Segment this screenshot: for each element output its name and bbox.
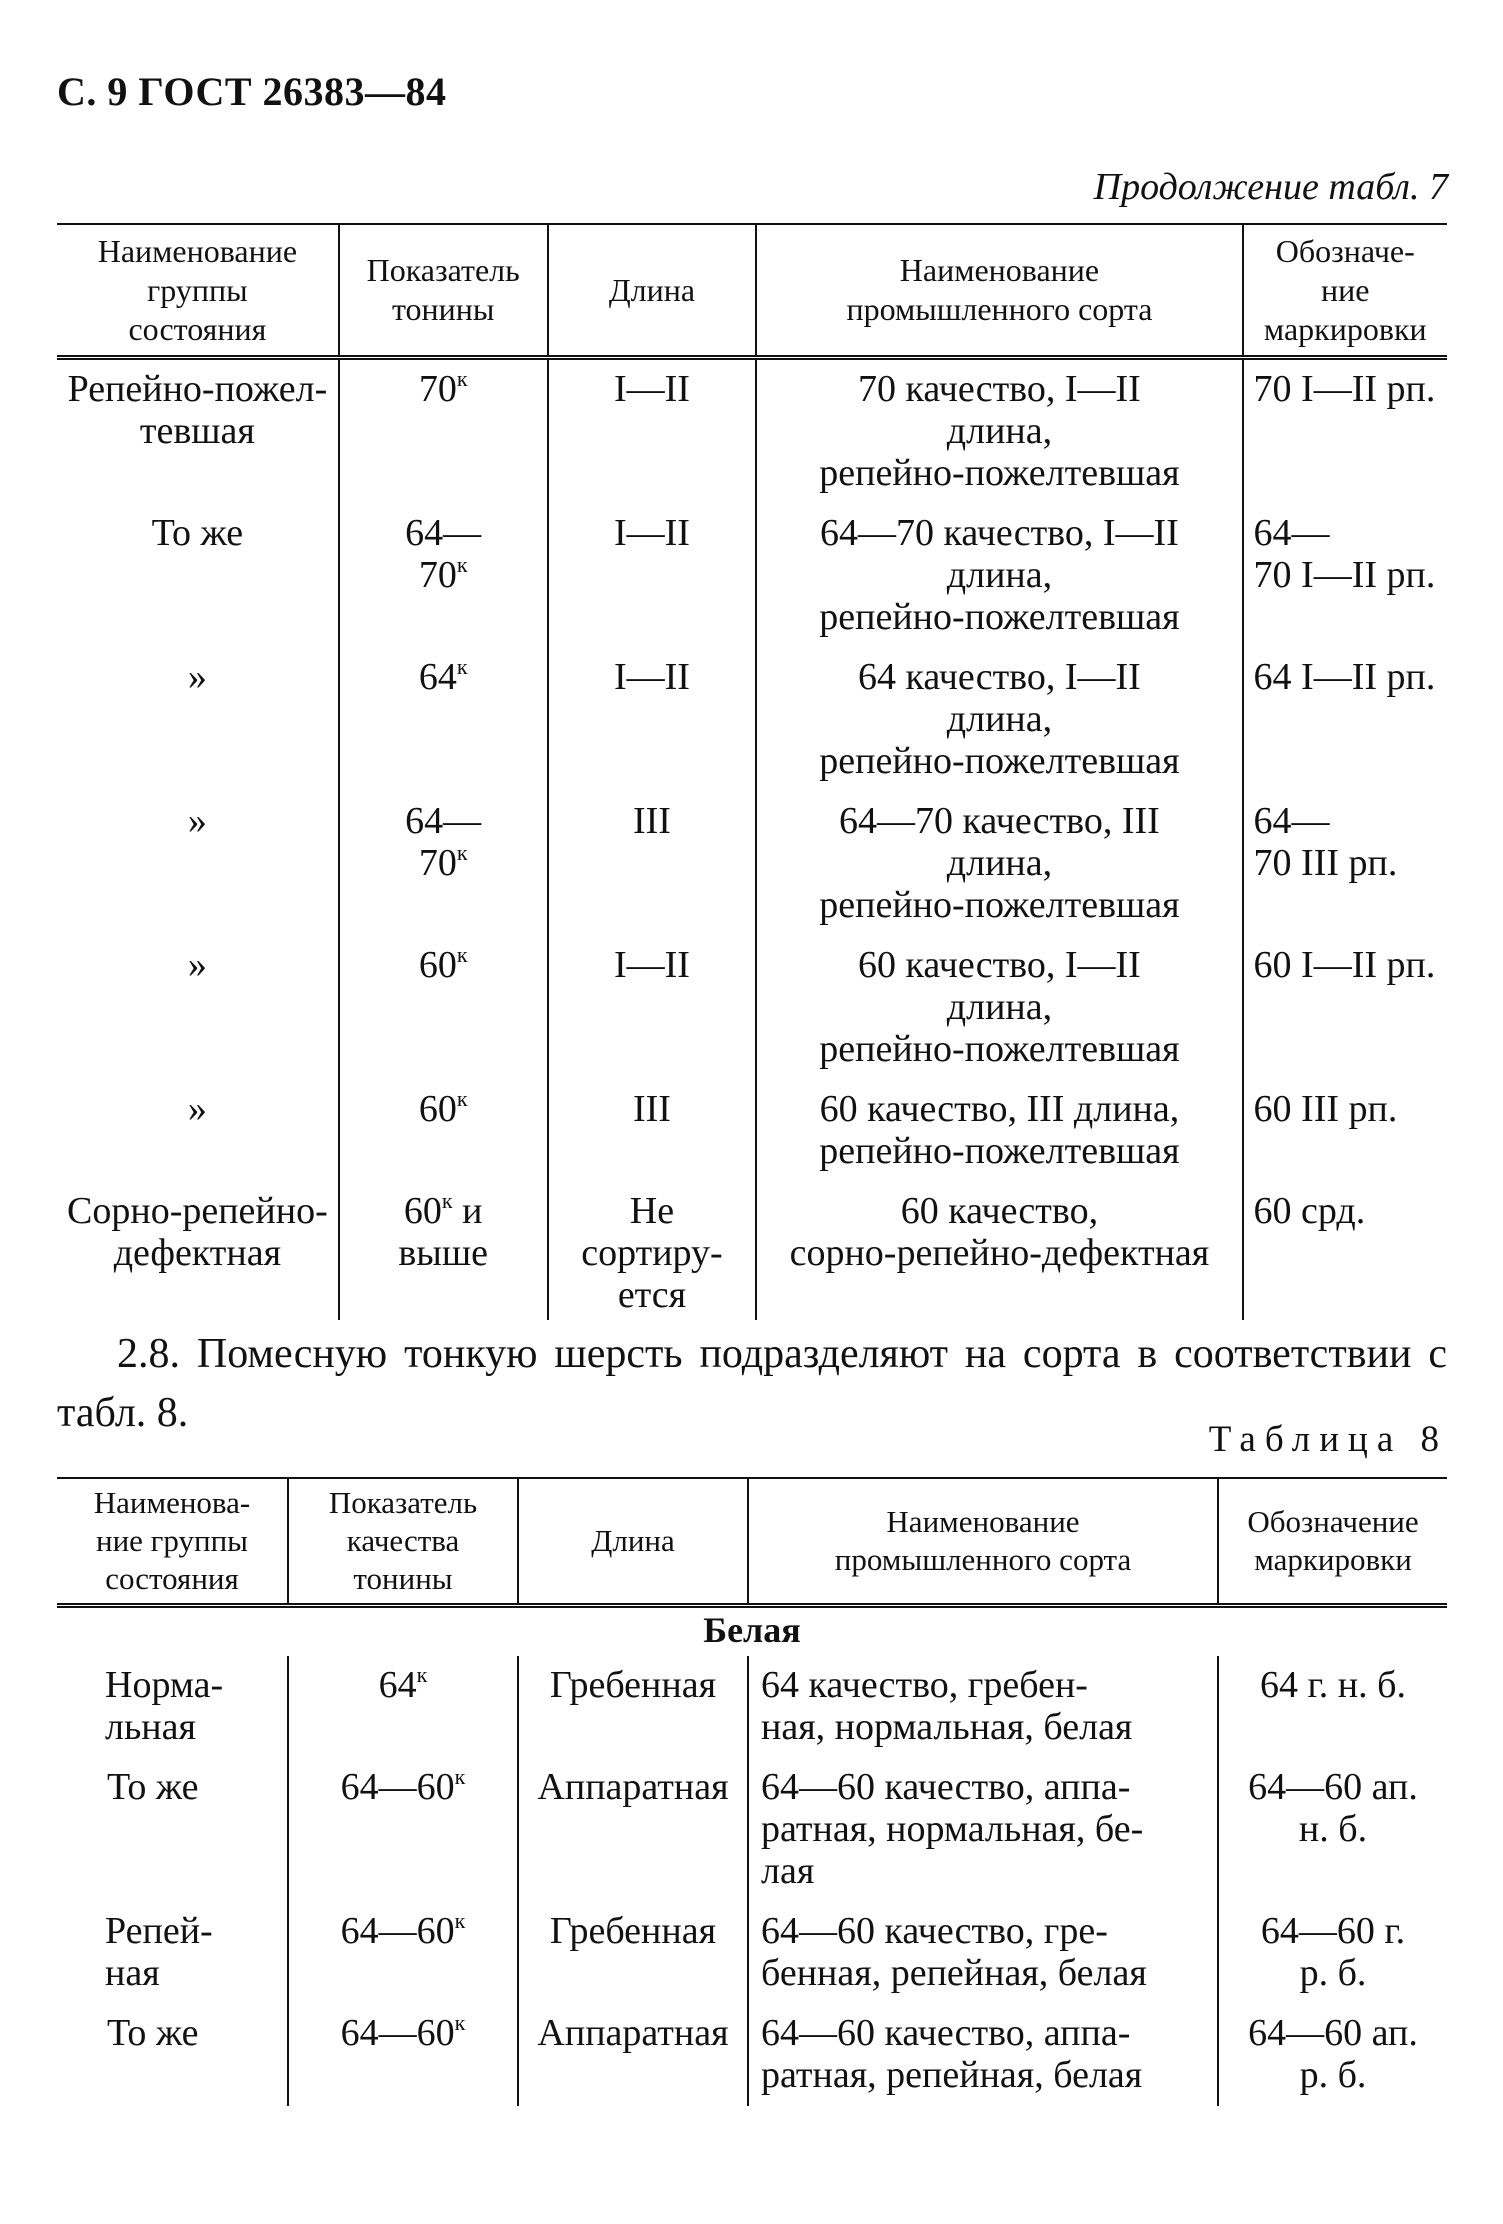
column-header-fineness: Показатель тонины (339, 224, 548, 358)
marking-cell: 64—60 г. р. б. (1218, 1902, 1447, 2004)
fineness-cell: $60^к$ (339, 936, 548, 1080)
sort-cell: 64—60 качество, аппа- ратная, репейная, белая (748, 2004, 1218, 2106)
column-header-sort: Наименование промышленного сорта (756, 224, 1242, 358)
marking-cell: 64 г. н. б. (1218, 1656, 1447, 1758)
marking-cell: 64— 70 I—II рп. (1243, 504, 1447, 648)
marking-cell: 60 срд. (1243, 1182, 1447, 1320)
column-header-marking: Обозначение маркировки (1218, 1478, 1447, 1606)
group-cell: Репей- ная (57, 1902, 288, 2004)
table-row (57, 648, 1447, 792)
table-row (57, 2004, 1447, 2106)
table-row (57, 504, 1447, 648)
group-cell: То же (57, 1758, 288, 1902)
length-cell: I—II (548, 504, 757, 648)
column-header-marking: Обозначе- ние маркировки (1243, 224, 1447, 358)
group-cell: » (57, 792, 339, 936)
section-row (57, 1606, 1447, 1657)
sort-cell: 64—70 качество, III длина, репейно-пожелтевшая (756, 792, 1242, 936)
fineness-cell: $64^к$ (339, 648, 548, 792)
sort-cell: 64—60 качество, гре- бенная, репейная, белая (748, 1902, 1218, 2004)
sort-cell: 60 качество, сорно-репейно-дефектная (756, 1182, 1242, 1320)
section-title: Белая (703, 1610, 801, 1650)
group-cell: » (57, 1080, 339, 1182)
fineness-cell: $60^к$ и выше (339, 1182, 548, 1320)
marking-cell: 64 I—II рп. (1243, 648, 1447, 792)
column-header-sort: Наименование промышленного сорта (748, 1478, 1218, 1606)
length-cell: I—II (548, 358, 757, 505)
length-cell: Гребенная (518, 1656, 748, 1758)
sort-cell: 64—60 качество, аппа- ратная, нормальная, бе- лая (748, 1758, 1218, 1902)
table8-caption: Таблица 8 (1208, 1419, 1448, 1460)
length-cell: Гребенная (518, 1902, 748, 2004)
group-cell: » (57, 648, 339, 792)
length-cell: Аппаратная (518, 1758, 748, 1902)
column-header-group: Наименование группы состояния (57, 224, 339, 358)
length-cell: III (548, 792, 757, 936)
group-cell: То же (57, 504, 339, 648)
marking-cell: 60 I—II рп. (1243, 936, 1447, 1080)
column-header-group: Наименова- ние группы состояния (57, 1478, 288, 1606)
sort-cell: 64 качество, гребен- ная, нормальная, белая (748, 1656, 1218, 1758)
table-row (57, 1758, 1447, 1902)
sort-cell: 60 качество, I—II длина, репейно-пожелтевшая (756, 936, 1242, 1080)
marking-cell: 64— 70 III рп. (1243, 792, 1447, 936)
fineness-cell: $64^к$ (288, 1656, 518, 1758)
fineness-cell: 64— $70^к$ (339, 504, 548, 648)
group-cell: Сорно-репейно- дефектная (57, 1182, 339, 1320)
fineness-cell: 64— $70^к$ (339, 792, 548, 936)
page-header: С. 9 ГОСТ 26383—84 (57, 69, 447, 114)
column-header-fineness: Показатель качества тонины (288, 1478, 518, 1606)
length-cell: I—II (548, 936, 757, 1080)
group-cell: Репейно-пожел- тевшая (57, 358, 339, 505)
marking-cell: 70 I—II рп. (1243, 358, 1447, 505)
table-row (57, 792, 1447, 936)
sort-cell: 64 качество, I—II длина, репейно-пожелтевшая (756, 648, 1242, 792)
fineness-cell: $70^к$ (339, 358, 548, 505)
table-row (57, 358, 1447, 505)
length-cell: III (548, 1080, 757, 1182)
sort-cell: 60 качество, III длина, репейно-пожелтевшая (756, 1080, 1242, 1182)
table-8 (57, 1477, 1447, 2106)
fineness-cell: $64—60^к$ (288, 1902, 518, 2004)
table-row (57, 1902, 1447, 2004)
fineness-cell: $64—60^к$ (288, 2004, 518, 2106)
table7-caption: Продолжение табл. 7 (1093, 166, 1448, 208)
length-cell: Аппаратная (518, 2004, 748, 2106)
group-cell: То же (57, 2004, 288, 2106)
table-row (57, 936, 1447, 1080)
marking-cell: 60 III рп. (1243, 1080, 1447, 1182)
length-cell: I—II (548, 648, 757, 792)
group-cell: Норма- льная (57, 1656, 288, 1758)
table-header-row (57, 224, 1447, 358)
table-row (57, 1656, 1447, 1758)
sort-cell: 64—70 качество, I—II длина, репейно-пожелтевшая (756, 504, 1242, 648)
group-cell: » (57, 936, 339, 1080)
table-row (57, 1080, 1447, 1182)
marking-cell: 64—60 ап. р. б. (1218, 2004, 1447, 2106)
table-row (57, 1182, 1447, 1320)
paragraph-2-8: 2.8. Помесную тонкую шерсть подразделяют на сорта в соответствии с табл. 8. (57, 1331, 1447, 1436)
column-header-length: Длина (548, 224, 757, 358)
column-header-length: Длина (518, 1478, 748, 1606)
sort-cell: 70 качество, I—II длина, репейно-пожелтевшая (756, 358, 1242, 505)
table-7 (57, 223, 1447, 1320)
table-header-row (57, 1478, 1447, 1606)
fineness-cell: $60^к$ (339, 1080, 548, 1182)
marking-cell: 64—60 ап. н. б. (1218, 1758, 1447, 1902)
fineness-cell: $64—60^к$ (288, 1758, 518, 1902)
length-cell: Не сортиру- ется (548, 1182, 757, 1320)
